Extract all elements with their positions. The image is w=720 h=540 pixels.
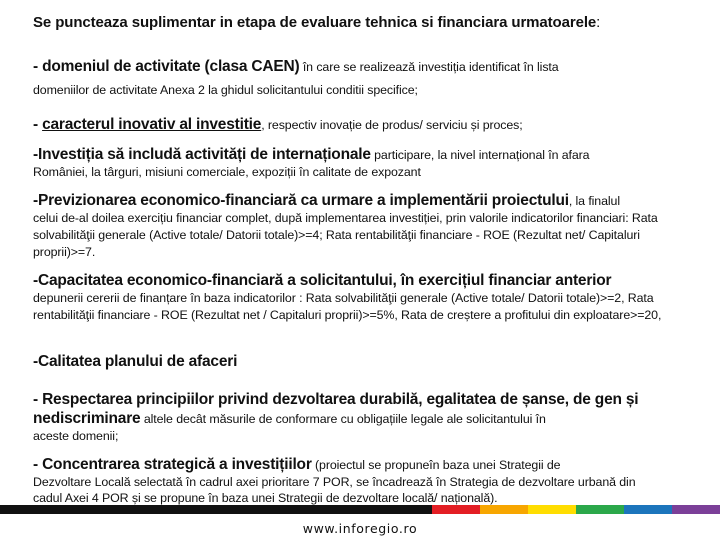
criterion-tail: , respectiv inovație de produs/ serviciu și proces; [261, 118, 523, 132]
criterion-strategic-concentration [33, 456, 663, 506]
footer-bar-segment [0, 505, 336, 514]
criterion-heading: -Calitatea planului de afaceri [33, 353, 238, 370]
criterion-body: aceste domenii; [33, 429, 119, 443]
page-title-text: Se puncteaza suplimentar in etapa de evaluare tehnica si financiara urmatoarele [33, 14, 597, 31]
criterion-innovation [33, 116, 663, 134]
criterion-financial-forecast [33, 192, 663, 261]
criterion-body: depunerii cererii de finanțare în baza indicatorilor : Rata solvabilităţii generale (Active totale/ Datorii totale)>=2, Rata rentabilităţii financiare - ROE (Rezultat net / Capitaluri proprii)>=5%, Rata de creștere a profitului din exploatare>=20, [33, 291, 662, 322]
criterion-heading: caracterul inovativ al investitie [42, 116, 262, 133]
criterion-tail: altele decât măsurile de conformare cu obligațiile legale ale solicitantului în [140, 412, 546, 426]
criterion-prefix: - [33, 116, 43, 133]
footer-bar-segment [432, 505, 480, 514]
footer-bar-segment [576, 505, 624, 514]
criterion-tail: participare, la nivel internațional în afara [370, 148, 590, 162]
footer-bar-segment [672, 505, 720, 514]
criterion-sustainability [33, 390, 663, 445]
footer-bar-segment [480, 505, 528, 514]
criterion-financial-capacity [33, 272, 663, 324]
criterion-tail: în care se realizează investiția identificat în lista [299, 60, 559, 74]
criterion-heading: - Respectarea principiilor privind dezvoltarea durabilă, egalitatea de șanse, de gen și nediscriminare [33, 391, 639, 427]
criterion-heading: -Previzionarea economico-financiară ca urmare a implementării proiectului [33, 192, 569, 209]
page-title-colon: : [596, 14, 601, 31]
footer-url[interactable]: www.inforegio.ro [302, 521, 418, 536]
criterion-heading: - Concentrarea strategică a investițiilor [33, 456, 312, 473]
page-title [33, 14, 673, 31]
footer-bar-segment [384, 505, 432, 514]
criterion-heading: - domeniul de activitate (clasa CAEN) [33, 58, 300, 75]
footer-color-bar [0, 505, 720, 514]
criterion-heading: -Investiția să includă activități de internaționale [33, 146, 371, 163]
criterion-body: României, la târguri, misiuni comerciale, expoziții în calitate de expozant [33, 165, 421, 179]
criterion-body: Dezvoltare Locală selectată în cadrul axei prioritare 7 POR, se încadrează în Strategia de dezvoltare urbană din cadul Axei 4 POR și se propune în baza unei Strategii de dezvoltare locală/ națională). [33, 475, 636, 505]
footer-bar-segment [528, 505, 576, 514]
footer-bar-segment [336, 505, 384, 514]
criterion-tail: , la finalul [568, 194, 620, 208]
criterion-body: celui de-al doilea exercițiu financiar complet, după implementarea investiției, prin valorile indicatorilor financiari: Rata solvabilităţii generale (Active totale/ Datorii totale)>=4; Rata rentabilităţii financiare - ROE (Rezultat net/ Capitaluri proprii)>=7. [33, 211, 658, 259]
criterion-heading: -Capacitatea economico-financiară a solicitantului, în exercițiul financiar anterior [33, 272, 612, 289]
criterion-tail: (proiectul se propuneîn baza unei Strategii de [311, 458, 561, 472]
criterion-body: domeniilor de activitate Anexa 2 la ghidul solicitantului conditii specifice; [33, 83, 418, 97]
criterion-business-plan [33, 353, 663, 371]
criterion-internationalization [33, 146, 663, 181]
footer-bar-segment [624, 505, 672, 514]
criterion-caen [33, 58, 663, 99]
